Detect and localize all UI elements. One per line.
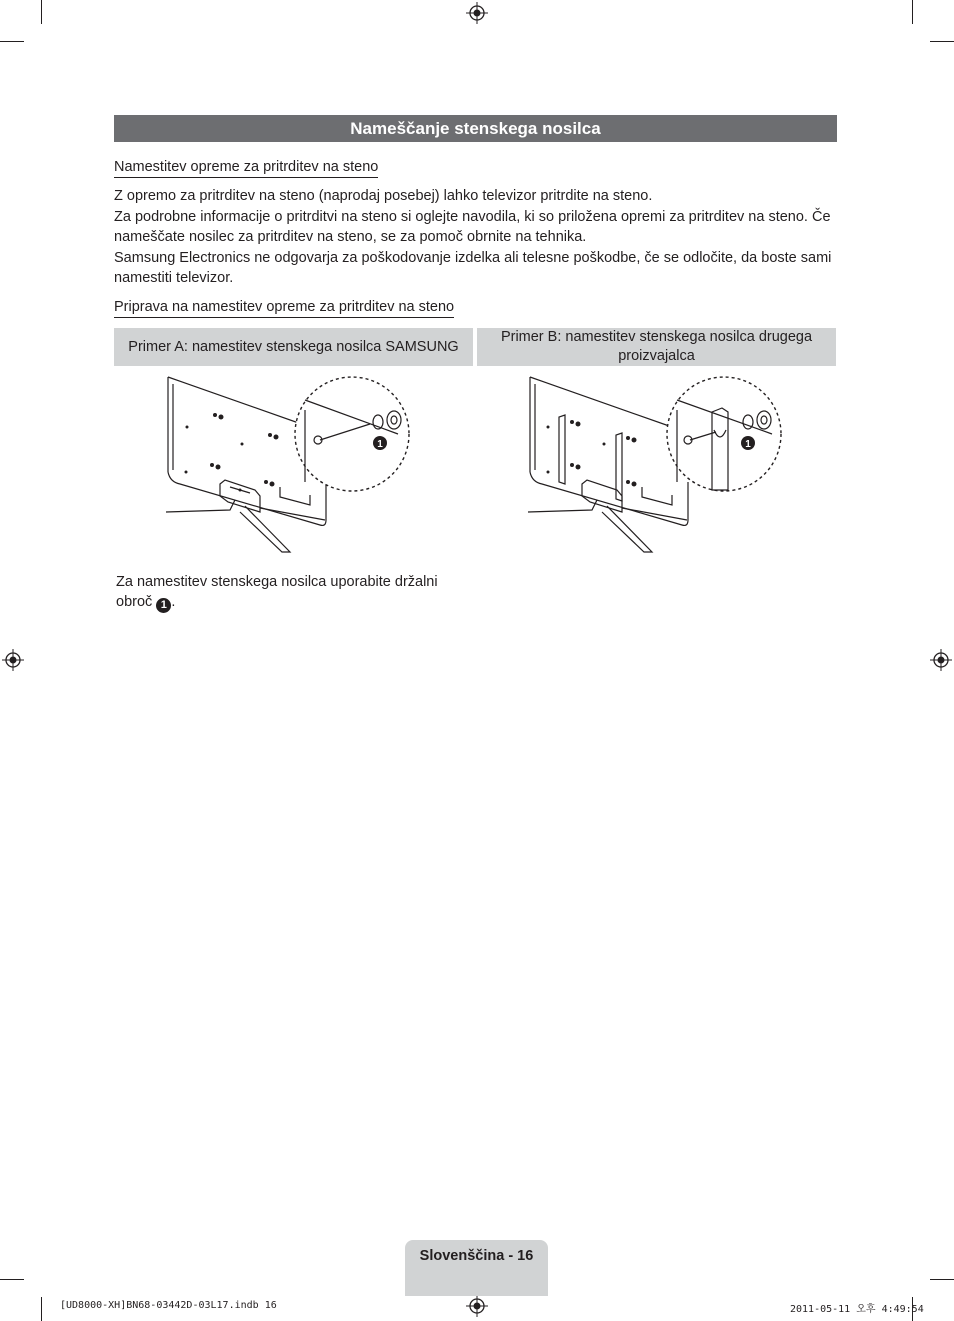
crop-mark <box>930 41 954 42</box>
footer-file-info: [UD8000-XH]BN68-03442D-03L17.indb 16 <box>60 1300 277 1311</box>
crop-mark <box>930 1279 954 1280</box>
registration-mark-icon <box>2 649 24 671</box>
holder-ring-note <box>116 572 461 613</box>
registration-mark-icon <box>466 2 488 24</box>
paragraph-3: Samsung Electronics ne odgovarja za poškodovanje izdelka ali telesne poškodbe, če se odločite, da boste sami namestiti televizor. <box>114 250 832 286</box>
subheading-installation: Namestitev opreme za pritrditev na steno <box>114 159 378 178</box>
registration-mark-icon <box>466 1295 488 1317</box>
crop-mark <box>41 1297 42 1321</box>
callout-number: 1 <box>745 439 751 450</box>
crop-mark <box>41 0 42 24</box>
note-text: Za namestitev stenskega nosilca uporabite držalni obroč <box>116 574 438 610</box>
case-a-header: Primer A: namestitev stenskega nosilca SAMSUNG <box>114 328 473 366</box>
paragraph-1: Z opremo za pritrditev na steno (naprodaj posebej) lahko televizor pritrdite na steno. <box>114 188 653 204</box>
callout-badge: 1 <box>156 598 171 613</box>
case-b-header: Primer B: namestitev stenskega nosilca drugega proizvajalca <box>477 328 836 366</box>
registration-mark-icon <box>930 649 952 671</box>
crop-mark <box>912 0 913 24</box>
figure-case-b <box>522 372 792 557</box>
crop-mark <box>0 1279 24 1280</box>
footer-timestamp: 2011-05-11 오후 4:49:54 <box>790 1304 924 1315</box>
paragraph-2: Za podrobne informacije o pritrditvi na steno si oglejte navodila, ki so priložena opremi za pritrditev na steno. Če nameščate nosilec za pritrditev na steno, se za pomoč obrnite na tehnika. <box>114 209 831 245</box>
figure-case-a <box>160 372 420 557</box>
subheading-preparation: Priprava na namestitev opreme za pritrditev na steno <box>114 299 454 318</box>
callout-number: 1 <box>377 439 383 450</box>
note-end: . <box>171 594 176 610</box>
section-title: Nameščanje stenskega nosilca <box>114 115 837 142</box>
page-number-tab: Slovenščina - 16 <box>405 1240 548 1296</box>
crop-mark <box>0 41 24 42</box>
